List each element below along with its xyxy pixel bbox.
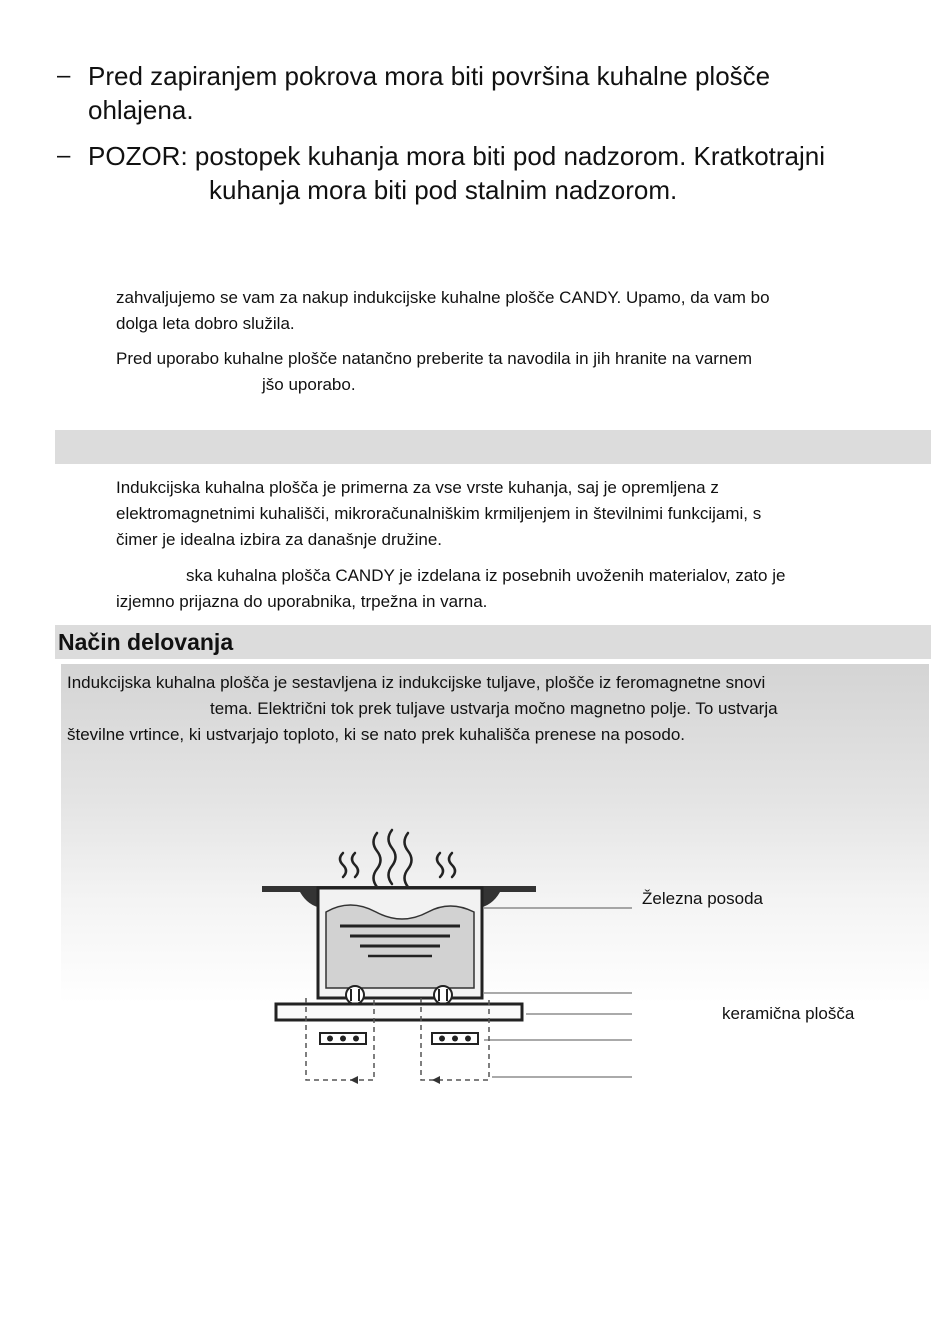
- heat-waves-icon: [340, 830, 455, 887]
- operation-text-line-1: Indukcijska kuhalna plošča je sestavljena iz indukcijske tuljave, plošče iz feromagnetne snovi: [67, 673, 766, 692]
- bullet-dash: –: [57, 62, 71, 89]
- intro-p1-line-2: dolga leta dobro služila.: [116, 314, 295, 333]
- product-p1-line-2: elektromagnetnimi kuhališči, mikroračunalniškim krmiljenjem in številnimi funkcijami, s: [116, 504, 762, 523]
- induction-diagram: [250, 820, 650, 1100]
- ceramic-plate: [276, 1004, 522, 1020]
- product-p2-line-2: izjemno prijazna do uporabnika, trpežna in varna.: [116, 592, 488, 611]
- operation-text-line-3: številne vrtince, ki ustvarjajo toploto, ki se nato prek kuhališča prenese na posodo.: [67, 725, 686, 744]
- label-ceramic-plate: keramična plošča: [722, 1004, 855, 1023]
- intro-p2-line-2: jšo uporabo.: [262, 375, 356, 394]
- product-p1-line-3: čimer je idealna izbira za današnje družine.: [116, 530, 443, 549]
- intro-p1-line-1: zahvaljujemo se vam za nakup indukcijske kuhalne plošče CANDY. Upamo, da vam bo: [116, 288, 770, 307]
- operation-header-bar: [55, 625, 931, 659]
- leader-lines: [484, 908, 632, 1077]
- operation-text-line-2: tema. Električni tok prek tuljave ustvarja močno magnetno polje. To ustvarja: [210, 699, 778, 718]
- product-p1-line-1: Indukcijska kuhalna plošča je primerna za vse vrste kuhanja, saj je opremljena z: [116, 478, 719, 497]
- warning-1-line-1: Pred zapiranjem pokrova mora biti površina kuhalne plošče: [88, 61, 771, 91]
- induction-coil-icon: [320, 1033, 478, 1044]
- label-iron-pot: Železna posoda: [642, 889, 763, 908]
- bullet-dash: –: [57, 142, 71, 169]
- intro-p2-line-1: Pred uporabo kuhalne plošče natančno preberite ta navodila in jih hranite na varnem: [116, 349, 753, 368]
- product-p2-line-1: ska kuhalna plošča CANDY je izdelana iz posebnih uvoženih materialov, zato je: [186, 566, 786, 585]
- iron-pot: [318, 888, 482, 998]
- operation-title: Način delovanja: [58, 629, 234, 655]
- section-header-bar: [55, 430, 931, 464]
- warning-2-line-2: kuhanja mora biti pod stalnim nadzorom.: [209, 175, 678, 205]
- warning-1-line-2: ohlajena.: [88, 95, 194, 125]
- warning-2-line-1: POZOR: postopek kuhanja mora biti pod nadzorom. Kratkotrajni: [88, 141, 826, 171]
